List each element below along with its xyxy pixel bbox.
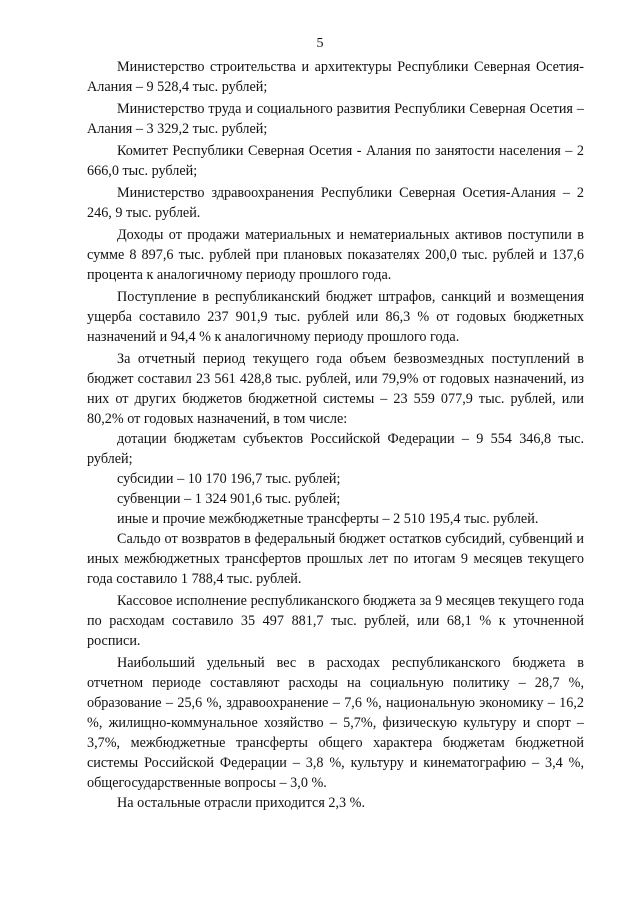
paragraph-ministry-construction: Министерство строительства и архитектуры Республики Северная Осетия-Алания – 9 528,4 тыс. рублей;	[87, 59, 584, 95]
paragraph-transfers: За отчетный период текущего года объем безвозмездных поступлений в бюджет составил 23 561 428,8 тыс. рублей, или 79,9% от годовых назначений, из них от других бюджетов бюджетной системы – 23 559 077,9 тыс. рублей, или 80,2% от годовых назначений, в том числе:	[87, 351, 584, 427]
paragraph-expenditure-structure: Наибольший удельный вес в расходах республиканского бюджета в отчетном периоде составляют расходы на социальную политику – 28,7 %, образование – 25,6 %, здравоохранение – 7,6 %, национальную экономику – 16,2 %, жилищно-коммунальное хозяйство – 5,7%, физическую культуру и спорт – 3,7%, межбюджетные трансферты общего характера бюджетам бюджетной системы Российской Федерации – 3,8 %, культуру и кинематографию – 3,4 %, общегосударственные вопросы – 3,0 %.	[87, 655, 584, 791]
list-item-subsidies: субсидии – 10 170 196,7 тыс. рублей;	[117, 471, 341, 487]
list-item-subventions: субвенции – 1 324 901,6 тыс. рублей;	[117, 491, 341, 507]
list-item-other-transfers: иные и прочие межбюджетные трансферты – 2 510 195,4 тыс. рублей.	[117, 511, 539, 527]
paragraph-ministry-health: Министерство здравоохранения Республики Северная Осетия-Алания – 2 246, 9 тыс. рублей.	[87, 185, 584, 221]
paragraph-fines: Поступление в республиканский бюджет штрафов, санкций и возмещения ущерба составило 237 901,9 тыс. рублей или 86,3 % от годовых бюджетных назначений и 94,4 % к аналогичному периоду прошлого года.	[87, 289, 584, 345]
paragraph-ministry-labor: Министерство труда и социального развития Республики Северная Осетия – Алания – 3 329,2 тыс. рублей;	[87, 101, 584, 137]
paragraph-other-sectors: На остальные отрасли приходится 2,3 %.	[117, 795, 366, 811]
paragraph-employment-committee: Комитет Республики Северная Осетия - Алания по занятости населения – 2 666,0 тыс. рублей;	[87, 143, 584, 179]
list-item-subsidies-grants: дотации бюджетам субъектов Российской Федерации – 9 554 346,8 тыс. рублей;	[87, 431, 584, 467]
paragraph-asset-sales: Доходы от продажи материальных и нематериальных активов поступили в сумме 8 897,6 тыс. рублей при плановых показателях 200,0 тыс. рублей и 137,6 процента к аналогичному периоду прошлого года.	[87, 227, 584, 283]
document-body	[87, 57, 584, 813]
paragraph-expenditure-execution: Кассовое исполнение республиканского бюджета за 9 месяцев текущего года по расходам составило 35 497 881,7 тыс. рублей, или 68,1 % к уточненной росписи.	[87, 593, 584, 649]
paragraph-balance-returns: Сальдо от возвратов в федеральный бюджет остатков субсидий, субвенций и иных межбюджетных трансфертов прошлых лет по итогам 9 месяцев текущего года составило 1 788,4 тыс. рублей.	[87, 531, 584, 587]
page-number: 5	[316, 36, 324, 51]
